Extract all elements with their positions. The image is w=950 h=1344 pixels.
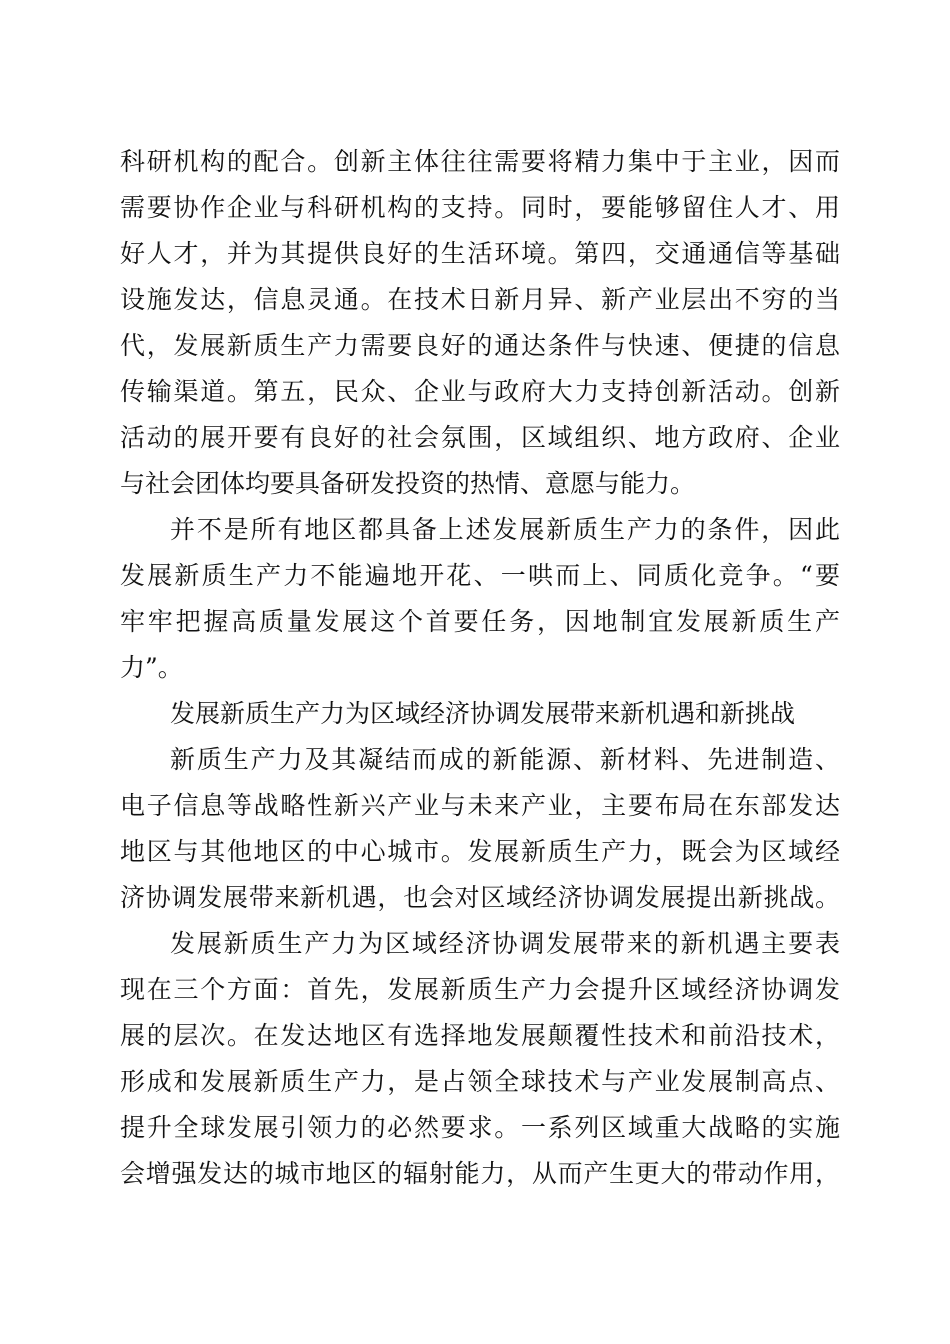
text-line: 会增强发达的城市地区的辐射能力，从而产生更大的带动作用，	[120, 1159, 840, 1188]
text-line: 科研机构的配合。创新主体往往需要将精力集中于主业，因而	[120, 147, 840, 176]
text-line: 需要协作企业与科研机构的支持。同时，要能够留住人才、用	[120, 193, 840, 222]
text-line: 发展新质生产力为区域经济协调发展带来的新机遇主要表	[170, 929, 840, 958]
text-line: 新质生产力及其凝结而成的新能源、新材料、先进制造、	[170, 745, 840, 774]
paragraph-1	[120, 139, 840, 507]
text-line: 传输渠道。第五，民众、企业与政府大力支持创新活动。创新	[120, 377, 840, 406]
text-line: 展的层次。在发达地区有选择地发展颠覆性技术和前沿技术，	[120, 1021, 840, 1050]
text-line: 发展新质生产力不能遍地开花、一哄而上、同质化竞争。“要	[120, 561, 840, 590]
text-line: 活动的展开要有良好的社会氛围，区域组织、地方政府、企业	[120, 423, 840, 452]
document-body	[120, 139, 840, 1197]
text-line: 力”。	[120, 653, 183, 682]
text-line: 提升全球发展引领力的必然要求。一系列区域重大战略的实施	[120, 1113, 840, 1142]
section-heading	[120, 691, 840, 737]
text-line: 济协调发展带来新机遇，也会对区域经济协调发展提出新挑战。	[120, 883, 840, 912]
text-line: 设施发达，信息灵通。在技术日新月异、新产业层出不穷的当	[120, 285, 840, 314]
text-line: 好人才，并为其提供良好的生活环境。第四，交通通信等基础	[120, 239, 840, 268]
text-line: 现在三个方面：首先，发展新质生产力会提升区域经济协调发	[120, 975, 840, 1004]
text-line: 形成和发展新质生产力，是占领全球技术与产业发展制高点、	[120, 1067, 840, 1096]
paragraph-3	[120, 737, 840, 921]
text-line: 地区与其他地区的中心城市。发展新质生产力，既会为区域经	[120, 837, 840, 866]
paragraph-2	[120, 507, 840, 691]
text-line: 代，发展新质生产力需要良好的通达条件与快速、便捷的信息	[120, 331, 840, 360]
text-line: 并不是所有地区都具备上述发展新质生产力的条件，因此	[170, 515, 840, 544]
text-line: 电子信息等战略性新兴产业与未来产业，主要布局在东部发达	[120, 791, 840, 820]
paragraph-4	[120, 921, 840, 1197]
heading-line: 发展新质生产力为区域经济协调发展带来新机遇和新挑战	[170, 699, 796, 728]
text-line: 与社会团体均要具备研发投资的热情、意愿与能力。	[120, 469, 696, 498]
text-line: 牢牢把握高质量发展这个首要任务，因地制宜发展新质生产	[120, 607, 840, 636]
